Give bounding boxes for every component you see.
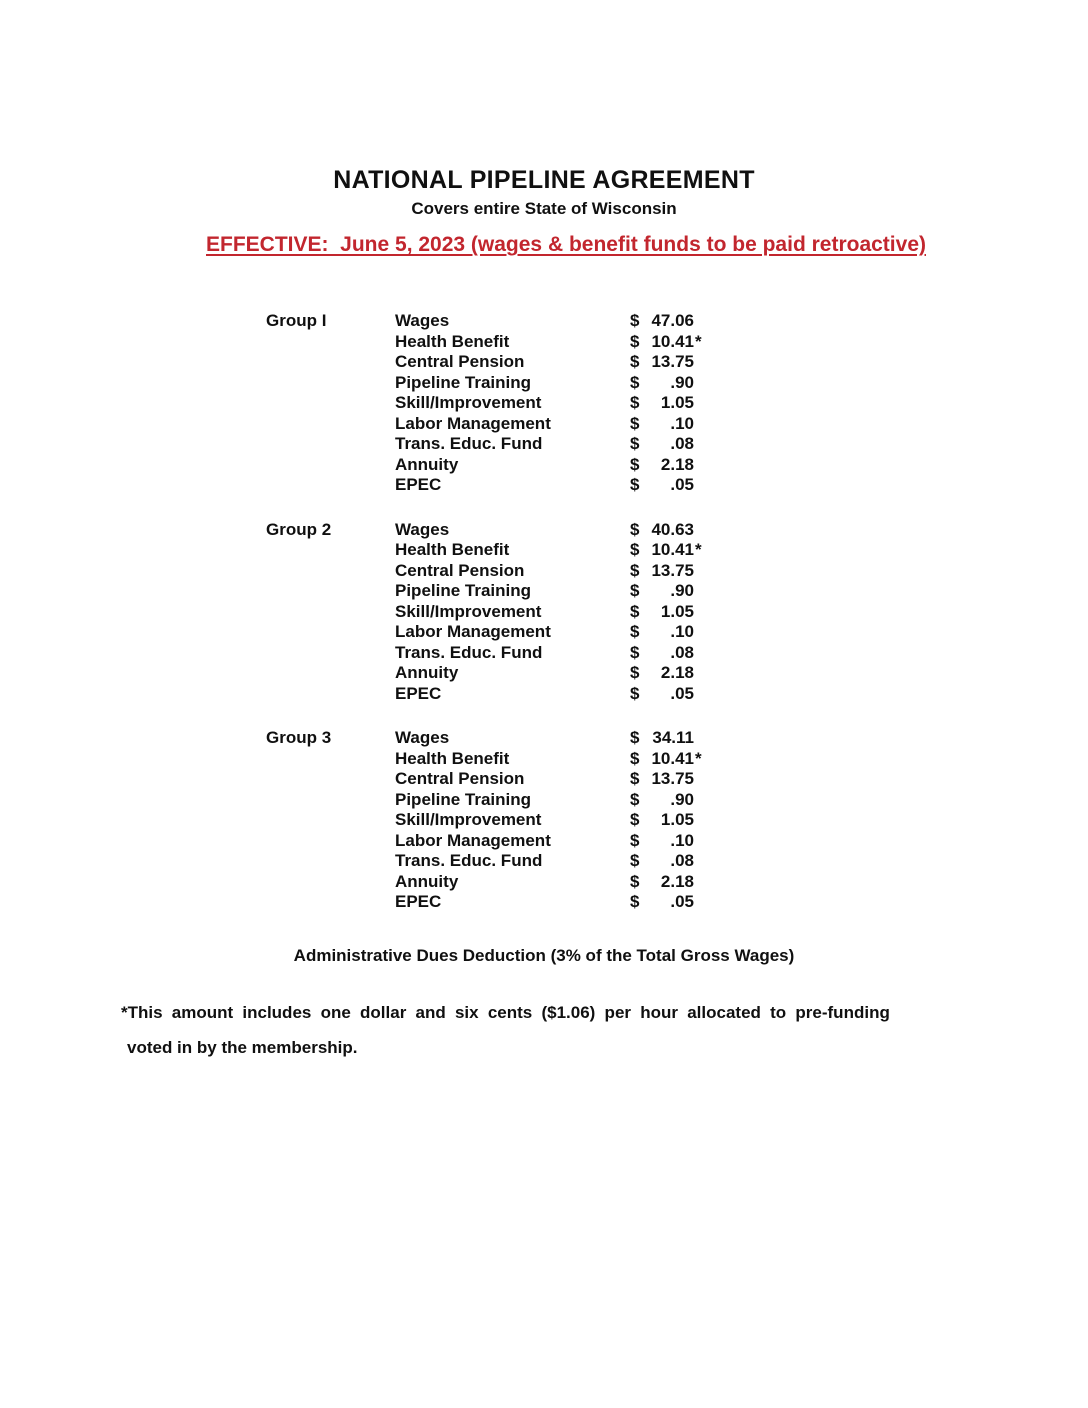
dollar-sign: $ (630, 642, 640, 662)
benefit-label: Wages (395, 311, 450, 330)
amount-value (630, 581, 694, 602)
rate-row (266, 810, 702, 831)
rate-row (266, 643, 702, 664)
amount-number: 2.18 (660, 663, 694, 682)
amount-number: .10 (670, 413, 694, 433)
benefit-label: Skill/Improvement (395, 393, 542, 412)
rate-row (266, 892, 702, 913)
benefit-label: Trans. Educ. Fund (395, 434, 543, 453)
amount-number: 13.75 (651, 352, 694, 371)
rate-table (266, 311, 702, 937)
rate-row (266, 602, 702, 623)
benefit-label: Annuity (395, 454, 459, 474)
amount-number: 1.05 (660, 393, 694, 412)
rate-row (266, 434, 702, 455)
amount-number: .05 (670, 475, 694, 494)
benefit-label: Skill/Improvement (395, 810, 542, 829)
amount-number: .10 (670, 622, 694, 641)
benefit-label: Health Benefit (395, 331, 510, 351)
rate-row (266, 663, 702, 684)
dollar-sign: $ (630, 622, 640, 641)
amount-value (630, 810, 694, 831)
amount-value (630, 728, 694, 749)
dollar-sign: $ (630, 434, 640, 453)
amount-value (630, 475, 694, 496)
dollar-sign: $ (630, 475, 640, 494)
benefit-label: Wages (395, 728, 450, 747)
amount-value (630, 663, 694, 684)
group-name: Group 3 (266, 728, 332, 747)
amount-number: 13.75 (651, 560, 694, 580)
rate-row (266, 561, 702, 582)
effective-notice (0, 233, 1088, 257)
rate-row (266, 475, 702, 496)
amount-value (630, 643, 694, 664)
group-name (266, 373, 395, 394)
prefunding-asterisk: * (695, 331, 702, 351)
benefit-label: Skill/Improvement (395, 601, 542, 621)
rate-row (266, 311, 702, 332)
group-name (266, 352, 395, 373)
group-name (266, 810, 395, 831)
group-name (266, 622, 395, 643)
group-name (266, 332, 395, 353)
amount-value (630, 622, 694, 643)
benefit-label: Pipeline Training (395, 372, 532, 392)
group-block (266, 311, 702, 496)
group-name (266, 602, 395, 623)
group-name (266, 769, 395, 790)
dollar-sign: $ (630, 851, 640, 870)
amount-value (630, 455, 694, 476)
benefit-label: Annuity (395, 871, 459, 891)
benefit-label: Central Pension (395, 769, 525, 788)
group-name (266, 663, 395, 684)
dollar-sign: $ (630, 892, 640, 911)
amount-value (630, 373, 694, 394)
rate-row (266, 352, 702, 373)
benefit-label: Labor Management (395, 413, 551, 433)
rate-row (266, 520, 702, 541)
benefit-label: Trans. Educ. Fund (395, 851, 543, 870)
rate-row (266, 332, 702, 353)
group-name (266, 581, 395, 602)
amount-number: .08 (670, 851, 694, 870)
admin-dues-note: Administrative Dues Deduction (3% of the Total Gross Wages) (293, 946, 795, 965)
rate-row (266, 831, 702, 852)
benefit-label: Wages (395, 519, 450, 539)
group-name (266, 434, 395, 455)
benefit-label: Health Benefit (395, 748, 510, 768)
amount-number: 10.41 (651, 331, 694, 351)
dollar-sign: $ (630, 413, 640, 433)
benefit-label: Health Benefit (395, 540, 510, 559)
group-block (266, 728, 702, 913)
dollar-sign: $ (630, 769, 640, 788)
benefit-label: Trans. Educ. Fund (395, 642, 543, 662)
amount-number: 2.18 (660, 454, 694, 474)
amount-number: 10.41 (651, 748, 694, 768)
dollar-sign: $ (630, 789, 640, 809)
dollar-sign: $ (630, 560, 640, 580)
amount-number: .08 (670, 642, 694, 662)
group-name (266, 540, 395, 561)
dollar-sign: $ (630, 352, 640, 371)
group-name (266, 455, 395, 476)
amount-value (630, 851, 694, 872)
rate-row (266, 540, 702, 561)
dollar-sign: $ (630, 311, 640, 330)
dollar-sign: $ (630, 871, 640, 891)
group-name (266, 393, 395, 414)
amount-value (630, 749, 702, 770)
dollar-sign: $ (630, 331, 640, 351)
group-name (266, 790, 395, 811)
amount-number: .08 (670, 434, 694, 453)
group-name (266, 561, 395, 582)
benefit-label: EPEC (395, 475, 442, 494)
prefunding-asterisk: * (695, 540, 702, 559)
amount-value (630, 831, 694, 852)
dollar-sign: $ (630, 393, 640, 412)
rate-row (266, 872, 702, 893)
group-name (266, 643, 395, 664)
benefit-label: Labor Management (395, 622, 551, 641)
benefit-label: Labor Management (395, 830, 551, 850)
amount-number: 2.18 (660, 871, 694, 891)
rate-row (266, 769, 702, 790)
amount-number: 40.63 (651, 519, 694, 539)
amount-value (630, 414, 694, 435)
rate-row (266, 790, 702, 811)
document-title: NATIONAL PIPELINE AGREEMENT (333, 166, 755, 194)
amount-value (630, 872, 694, 893)
amount-value (630, 602, 694, 623)
rate-row (266, 749, 702, 770)
amount-number: .05 (670, 683, 694, 703)
group-name (266, 749, 395, 770)
group-name (266, 892, 395, 913)
amount-number: .10 (670, 830, 694, 850)
amount-value (630, 434, 694, 455)
amount-value (630, 790, 694, 811)
group-name (266, 872, 395, 893)
benefit-label: EPEC (395, 683, 442, 703)
rate-row (266, 684, 702, 705)
document-subtitle: Covers entire State of Wisconsin (411, 199, 677, 218)
footnote-line2: voted in by the membership. (127, 1038, 358, 1057)
amount-value (630, 393, 694, 414)
dollar-sign: $ (630, 454, 640, 474)
dollar-sign: $ (630, 519, 640, 539)
benefit-label: Annuity (395, 663, 459, 682)
dollar-sign: $ (630, 748, 640, 768)
rate-row (266, 393, 702, 414)
group-name: Group 2 (266, 519, 332, 539)
amount-value (630, 352, 694, 373)
group-name (266, 414, 395, 435)
rate-row (266, 373, 702, 394)
amount-number: 13.75 (651, 769, 694, 788)
amount-value (630, 892, 694, 913)
amount-value (630, 332, 702, 353)
group-name (266, 684, 395, 705)
amount-value (630, 769, 694, 790)
amount-value (630, 684, 694, 705)
benefit-label: Central Pension (395, 352, 525, 371)
benefit-label: Pipeline Training (395, 581, 532, 600)
effective-notice-text: EFFECTIVE: June 5, 2023 (wages & benefit funds to be paid retroactive) (206, 233, 926, 256)
dollar-sign: $ (630, 810, 640, 829)
benefit-label: Pipeline Training (395, 789, 532, 809)
dollar-sign: $ (630, 683, 640, 703)
dollar-sign: $ (630, 830, 640, 850)
dollar-sign: $ (630, 728, 640, 747)
amount-number: 47.06 (651, 311, 694, 330)
rate-row (266, 581, 702, 602)
rate-row (266, 414, 702, 435)
prefunding-asterisk: * (695, 748, 702, 768)
dollar-sign: $ (630, 601, 640, 621)
amount-number: 1.05 (660, 810, 694, 829)
dollar-sign: $ (630, 372, 640, 392)
amount-number: 34.11 (652, 728, 694, 747)
dollar-sign: $ (630, 663, 640, 682)
group-name (266, 851, 395, 872)
amount-number: .05 (670, 892, 694, 911)
benefit-label: Central Pension (395, 560, 525, 580)
amount-value (630, 561, 694, 582)
group-name (266, 475, 395, 496)
rate-row (266, 622, 702, 643)
amount-number: 10.41 (651, 540, 694, 559)
dollar-sign: $ (630, 581, 640, 600)
footnote-line1: *This amount includes one dollar and six cents ($1.06) per hour allocated to pre-funding (121, 1003, 890, 1022)
amount-value (630, 540, 702, 561)
amount-value (630, 311, 694, 332)
group-name (266, 831, 395, 852)
rate-row (266, 455, 702, 476)
group-name: Group I (266, 311, 327, 330)
amount-number: .90 (670, 372, 694, 392)
rate-row (266, 851, 702, 872)
amount-number: .90 (670, 581, 694, 600)
group-block (266, 520, 702, 705)
amount-number: .90 (670, 789, 694, 809)
dollar-sign: $ (630, 540, 640, 559)
amount-value (630, 520, 694, 541)
rate-row (266, 728, 702, 749)
amount-number: 1.05 (660, 601, 694, 621)
benefit-label: EPEC (395, 892, 442, 911)
